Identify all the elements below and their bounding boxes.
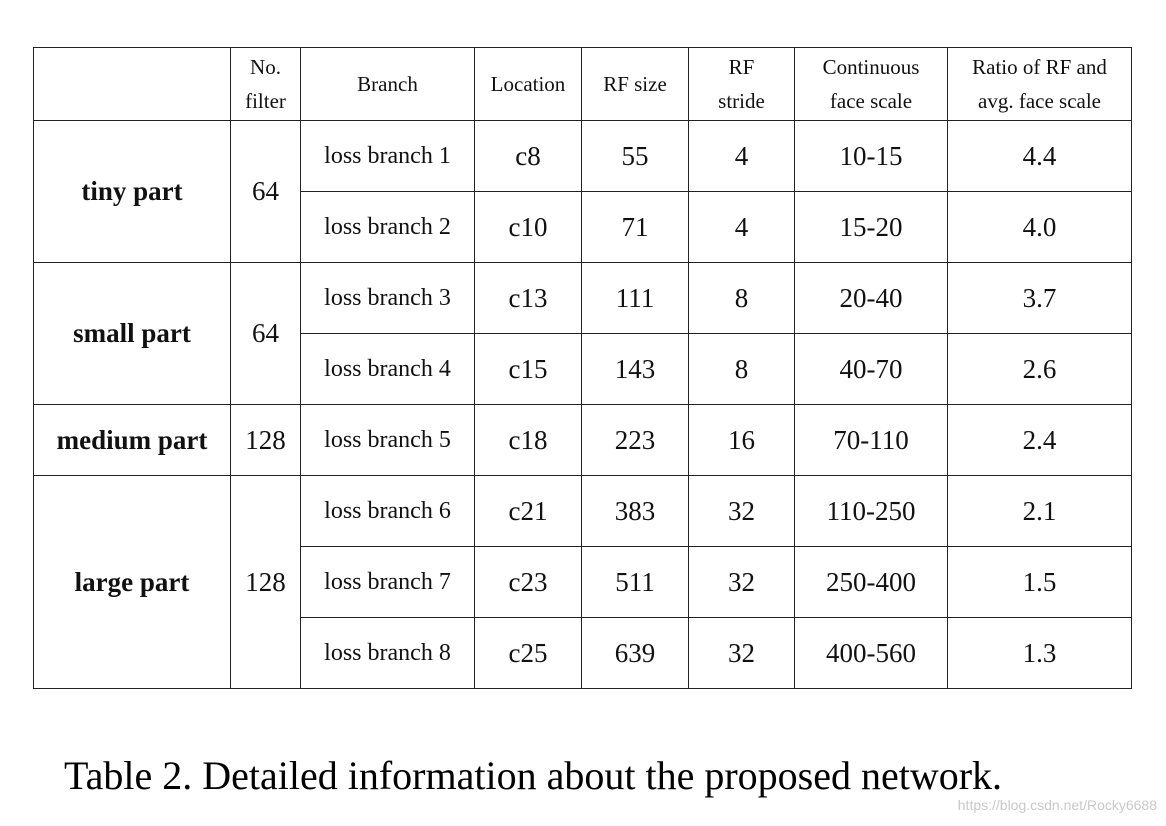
ratio-cell: 1.3 xyxy=(948,618,1132,689)
ratio-cell: 2.4 xyxy=(948,405,1132,476)
rf-stride-cell: 8 xyxy=(689,263,795,334)
rf-size-cell: 223 xyxy=(582,405,689,476)
filter-count: 64 xyxy=(231,263,301,405)
face-scale-cell: 70-110 xyxy=(795,405,948,476)
location-cell: c13 xyxy=(475,263,582,334)
header-branch: Branch xyxy=(301,48,475,121)
ratio-cell: 2.1 xyxy=(948,476,1132,547)
filter-count: 64 xyxy=(231,121,301,263)
ratio-cell: 3.7 xyxy=(948,263,1132,334)
location-cell: c18 xyxy=(475,405,582,476)
table-row xyxy=(34,263,1132,334)
header-rf-size: RF size xyxy=(582,48,689,121)
header-face-scale: Continuous face scale xyxy=(795,48,948,121)
header-location: Location xyxy=(475,48,582,121)
location-cell: c21 xyxy=(475,476,582,547)
part-label: small part xyxy=(34,263,231,405)
branch-cell: loss branch 5 xyxy=(301,405,475,476)
ratio-cell: 2.6 xyxy=(948,334,1132,405)
rf-stride-cell: 4 xyxy=(689,121,795,192)
ratio-cell: 4.4 xyxy=(948,121,1132,192)
table-row xyxy=(34,121,1132,192)
branch-cell: loss branch 2 xyxy=(301,192,475,263)
table-caption: Table 2. Detailed information about the proposed network. xyxy=(64,753,1003,798)
face-scale-cell: 20-40 xyxy=(795,263,948,334)
rf-size-cell: 55 xyxy=(582,121,689,192)
rf-size-cell: 111 xyxy=(582,263,689,334)
location-cell: c8 xyxy=(475,121,582,192)
rf-size-cell: 511 xyxy=(582,547,689,618)
header-filter: No. filter xyxy=(231,48,301,121)
face-scale-cell: 15-20 xyxy=(795,192,948,263)
rf-size-cell: 71 xyxy=(582,192,689,263)
location-cell: c23 xyxy=(475,547,582,618)
branch-cell: loss branch 4 xyxy=(301,334,475,405)
part-label: large part xyxy=(34,476,231,689)
part-label: medium part xyxy=(34,405,231,476)
header-ratio: Ratio of RF and avg. face scale xyxy=(948,48,1132,121)
rf-stride-cell: 16 xyxy=(689,405,795,476)
rf-size-cell: 143 xyxy=(582,334,689,405)
table-row xyxy=(34,476,1132,547)
ratio-cell: 4.0 xyxy=(948,192,1132,263)
face-scale-cell: 400-560 xyxy=(795,618,948,689)
rf-stride-cell: 4 xyxy=(689,192,795,263)
filter-count: 128 xyxy=(231,405,301,476)
face-scale-cell: 110-250 xyxy=(795,476,948,547)
header-part xyxy=(34,48,231,121)
rf-size-cell: 383 xyxy=(582,476,689,547)
rf-stride-cell: 32 xyxy=(689,547,795,618)
rf-stride-cell: 8 xyxy=(689,334,795,405)
branch-cell: loss branch 7 xyxy=(301,547,475,618)
part-label: tiny part xyxy=(34,121,231,263)
rf-stride-cell: 32 xyxy=(689,476,795,547)
branch-cell: loss branch 8 xyxy=(301,618,475,689)
face-scale-cell: 250-400 xyxy=(795,547,948,618)
table-row xyxy=(34,405,1132,476)
face-scale-cell: 40-70 xyxy=(795,334,948,405)
location-cell: c10 xyxy=(475,192,582,263)
branch-cell: loss branch 1 xyxy=(301,121,475,192)
header-rf-stride: RF stride xyxy=(689,48,795,121)
face-scale-cell: 10-15 xyxy=(795,121,948,192)
branch-cell: loss branch 6 xyxy=(301,476,475,547)
rf-stride-cell: 32 xyxy=(689,618,795,689)
watermark: https://blog.csdn.net/Rocky6688 xyxy=(957,797,1157,813)
filter-count: 128 xyxy=(231,476,301,689)
header-row xyxy=(34,48,1132,121)
location-cell: c15 xyxy=(475,334,582,405)
rf-size-cell: 639 xyxy=(582,618,689,689)
network-table xyxy=(33,47,1132,689)
ratio-cell: 1.5 xyxy=(948,547,1132,618)
location-cell: c25 xyxy=(475,618,582,689)
branch-cell: loss branch 3 xyxy=(301,263,475,334)
